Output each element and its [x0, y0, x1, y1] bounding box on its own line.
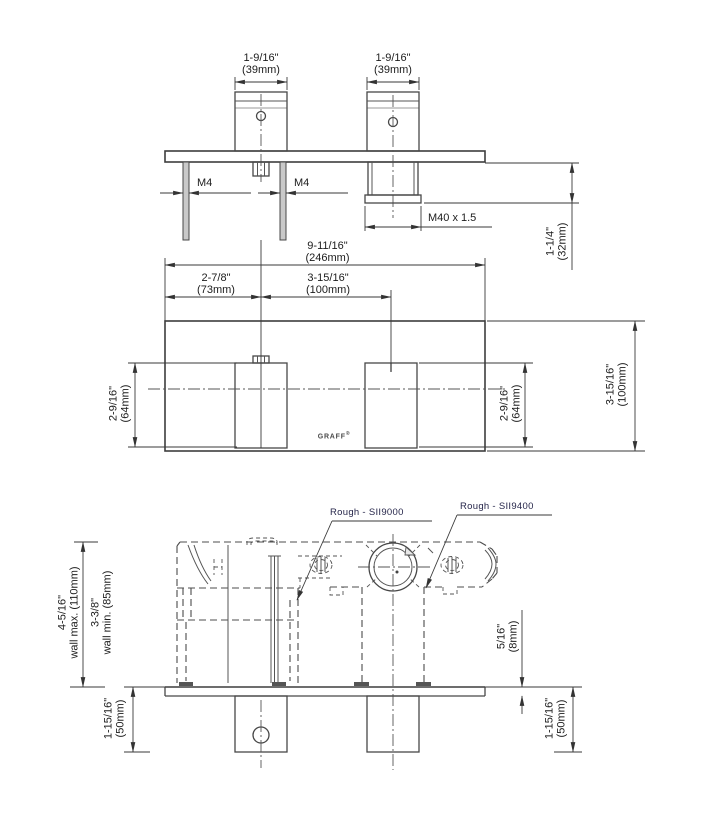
rough-label-sii9000: Rough - SII9000 — [330, 507, 404, 518]
dim-label-depth: 1-1/4" (32mm) — [544, 222, 568, 261]
dim-label-knob-projection-left: 1-15/16" (50mm) — [102, 697, 126, 740]
dim-label-knob-height-left: 2-9/16" (64mm) — [107, 384, 131, 423]
dim-label-m4-left: M4 — [197, 177, 213, 189]
dim-label-total-width: 9-11/16" (246mm) — [305, 240, 350, 264]
dim-label-wall-min: 3-3/8" wall min. (85mm) — [89, 570, 113, 655]
graff-logo: GRAFF® — [317, 431, 351, 441]
dim-label-center-span: 3-15/16" (100mm) — [305, 272, 350, 296]
rough-label-sii9400: Rough - SII9400 — [460, 501, 534, 512]
dim-label-knob-projection-right: 1-15/16" (50mm) — [543, 697, 567, 740]
dim-label-knob-width-left: 1-9/16" (39mm) — [242, 52, 280, 76]
dim-label-knob-height-right: 2-9/16" (64mm) — [498, 384, 522, 423]
dim-label-m4-right: M4 — [294, 177, 310, 189]
registered-mark: ® — [345, 431, 351, 437]
dim-label-left-span: 2-7/8" (73mm) — [197, 272, 235, 296]
dim-label-wall-max: 4-5/16" wall max. (110mm) — [56, 566, 80, 659]
dim-label-plate-thickness: 5/16" (8mm) — [495, 620, 519, 653]
dim-label-knob-width-right: 1-9/16" (39mm) — [374, 52, 412, 76]
dim-label-m40-thread: M40 x 1.5 — [428, 212, 477, 224]
dim-label-plate-height: 3-15/16" (100mm) — [604, 362, 628, 407]
